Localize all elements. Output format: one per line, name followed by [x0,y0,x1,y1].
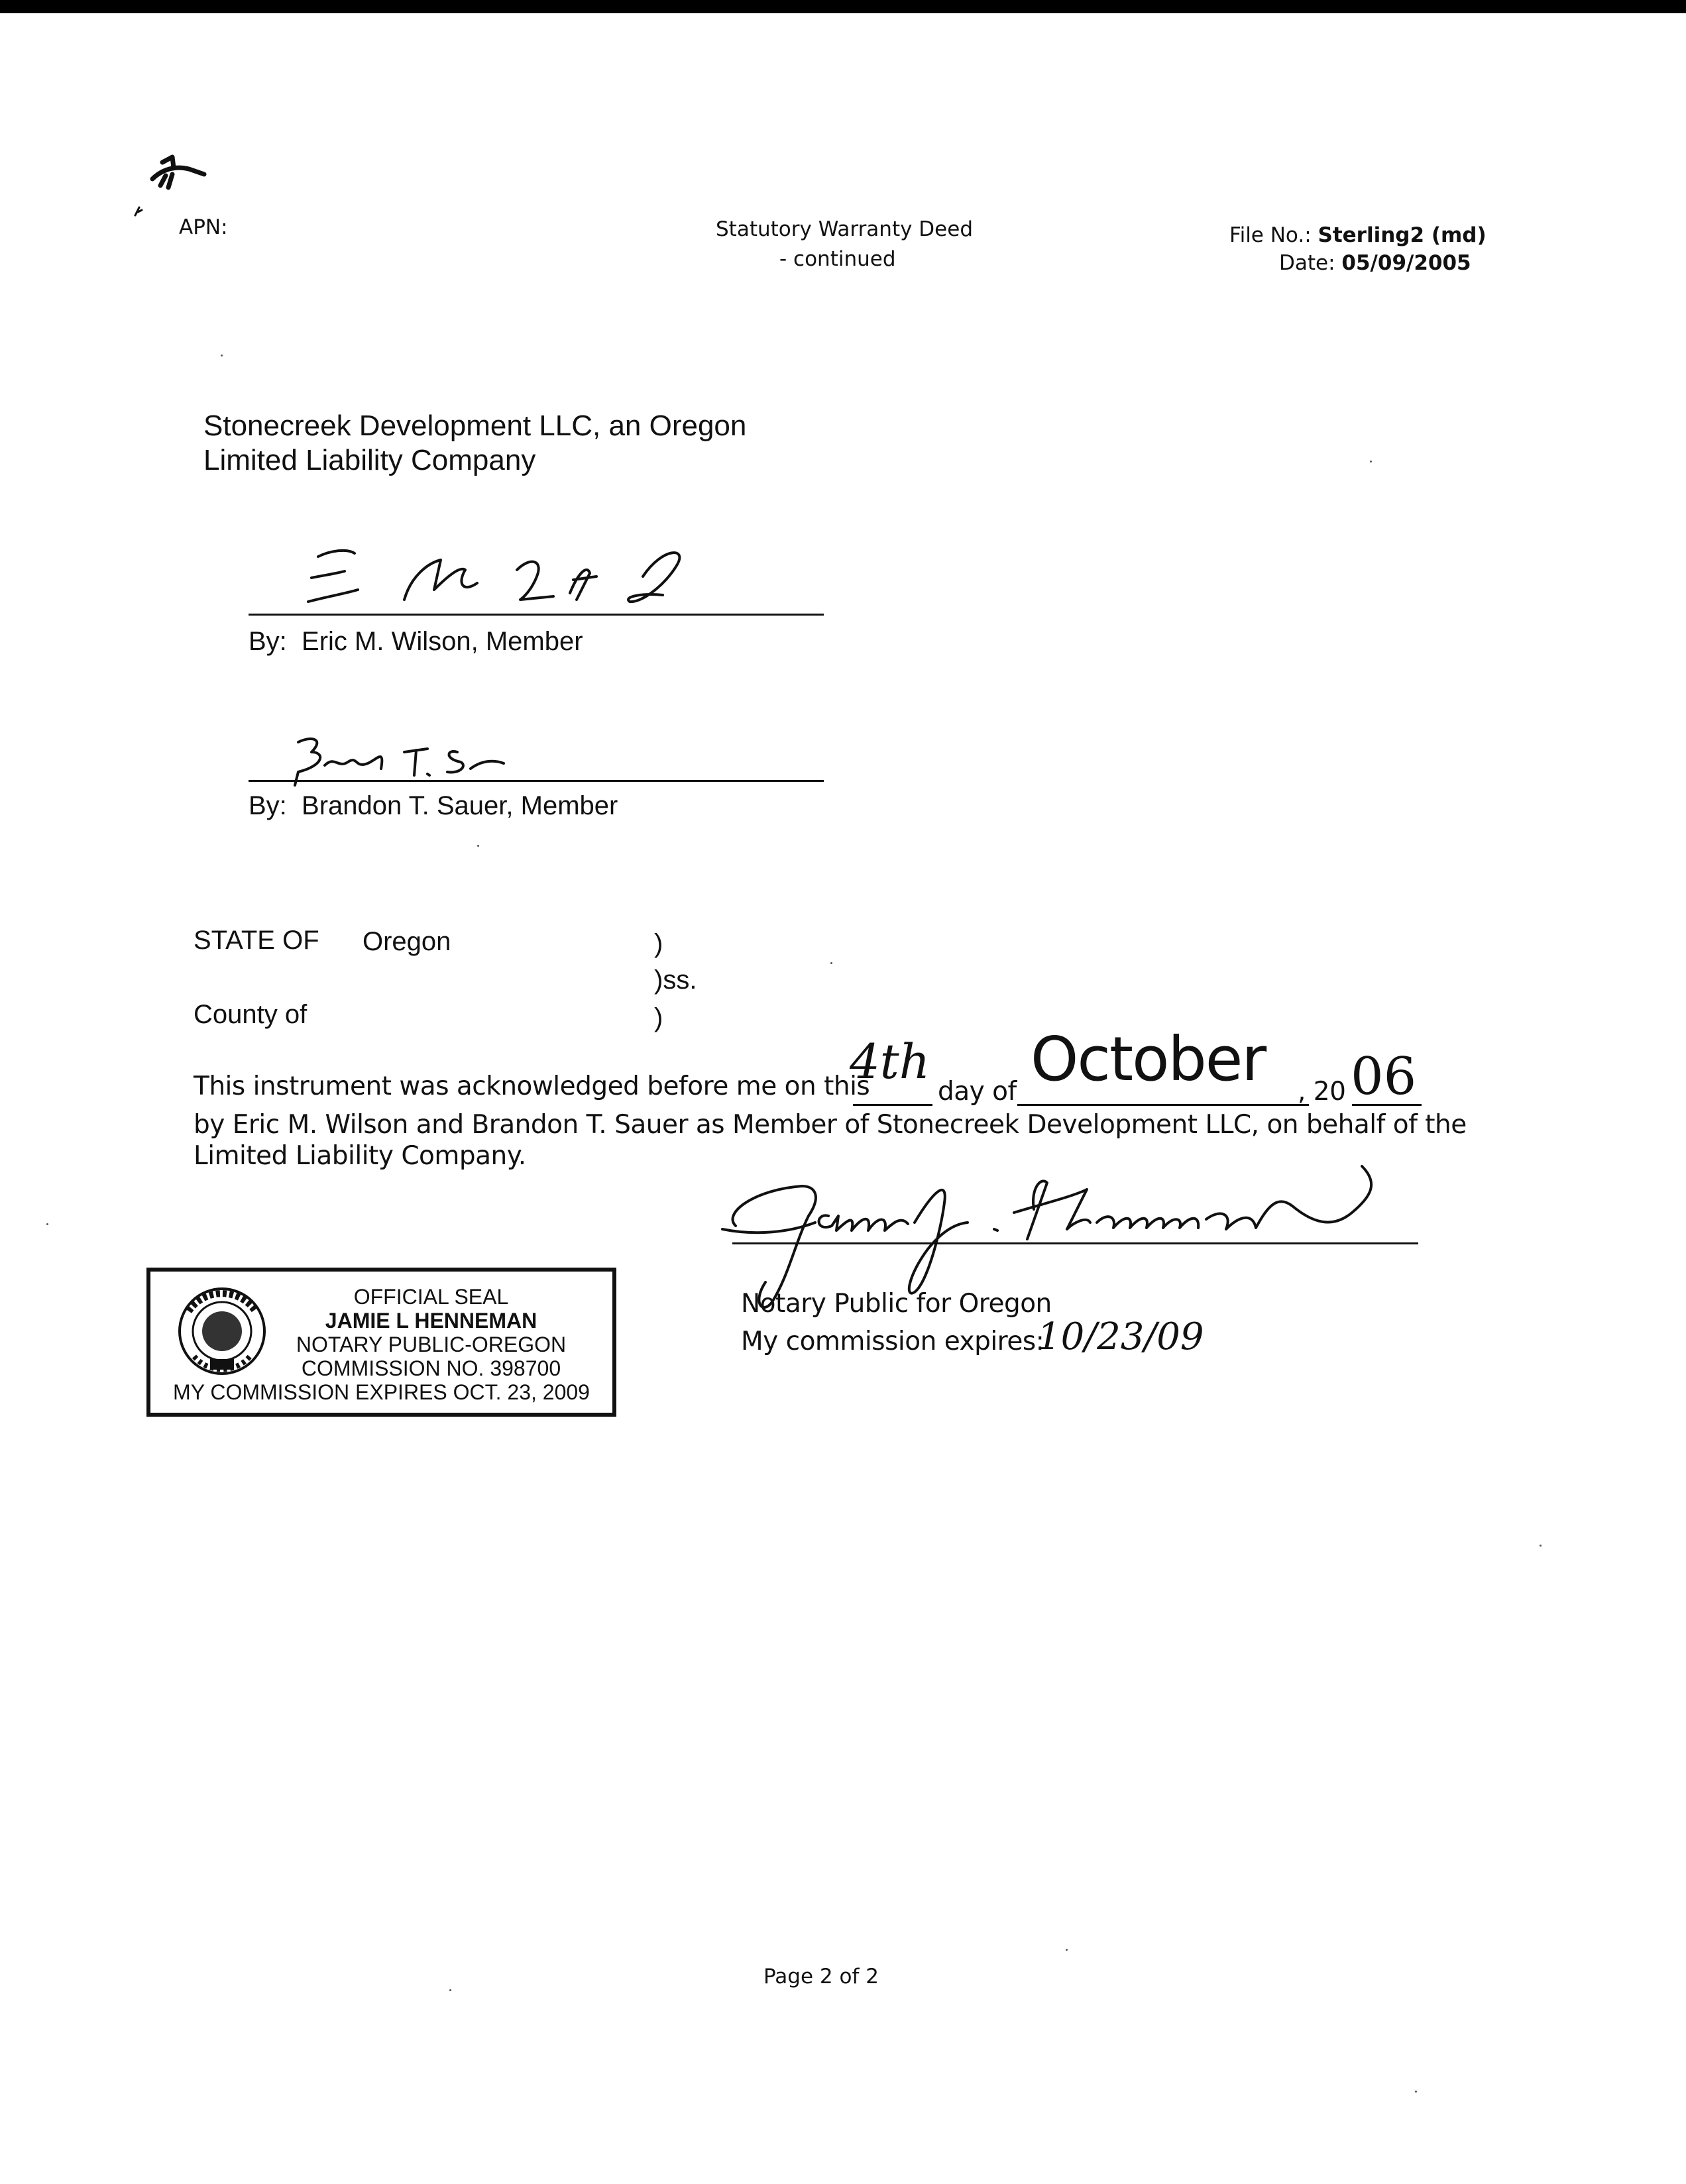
scan-mark-icon [126,149,219,222]
grantor-line-2: Limited Liability Company [203,444,536,476]
signature-line-2 [249,780,824,782]
scan-speck [46,1223,48,1225]
seal-line-4: COMMISSION NO. 398700 [301,1356,561,1380]
scan-speck [449,1989,451,1991]
handwritten-year: 06 [1351,1047,1417,1107]
commission-label: My commission expires: [741,1327,1044,1356]
scan-speck [1370,461,1372,463]
scan-speck [1540,1545,1542,1547]
notary-signature-line [732,1242,1418,1244]
signatory-name-2: Brandon T. Sauer, Member [302,791,618,820]
commission-handwritten: 10/23/09 [1037,1315,1204,1358]
scan-speck [477,845,479,847]
seal-line-3: NOTARY PUBLIC-OREGON [296,1333,567,1356]
date-value: 05/09/2005 [1341,251,1471,275]
seal-line-5: MY COMMISSION EXPIRES OCT. 23, 2009 [173,1380,590,1404]
year-prefix: , 20 [1298,1077,1346,1107]
ack-line-2: by Eric M. Wilson and Brandon T. Sauer as Member of Stonecreek Development LLC, on behalf of the [194,1110,1467,1140]
scan-speck [1066,1949,1068,1951]
file-no-label: File No.: [1229,223,1312,247]
seal-line-2: JAMIE L HENNEMAN [325,1309,537,1333]
ack-part-2: day of [938,1077,1017,1107]
ack-part-1: This instrument was acknowledged before me on this [194,1071,870,1101]
venue-paren-bottom: ) [654,1003,663,1032]
page-number: Page 2 of 2 [763,1965,879,1989]
file-no-value: Sterling2 (md) [1318,223,1487,247]
scan-speck [221,355,223,356]
handwritten-day: 4th [850,1034,930,1089]
file-date [1279,251,1471,275]
day-blank-line [853,1104,932,1106]
venue-paren-top: ) [654,929,663,958]
handwritten-month: October [1031,1024,1266,1095]
document-subtitle: - continued [779,247,896,271]
scan-speck [1415,2091,1417,2093]
seal-line-1: OFFICIAL SEAL [353,1285,509,1309]
signatory-name-1: Eric M. Wilson, Member [302,627,583,656]
state-label: STATE OF [194,926,319,955]
grantor-line-1: Stonecreek Development LLC, an Oregon [203,410,747,442]
by-label-1: By: [249,627,287,656]
signatory-1 [249,627,583,657]
venue-ss: )ss. [654,965,697,995]
date-label: Date: [1279,251,1335,275]
by-label-2: By: [249,791,287,820]
signature-eric-wilson [292,537,716,616]
file-no [1229,223,1487,247]
apn-label: APN: [179,215,228,239]
ack-line-3: Limited Liability Company. [194,1141,526,1171]
signature-line-1 [249,614,824,616]
scan-speck [830,962,832,964]
month-blank-line [1017,1104,1309,1106]
county-label: County of [194,1000,308,1029]
scan-top-edge [0,0,1686,13]
notary-title: Notary Public for Oregon [741,1289,1052,1319]
state-value: Oregon [363,927,451,956]
document-title: Statutory Warranty Deed [716,217,973,241]
official-seal-stamp [146,1268,616,1417]
signature-brandon-sauer [285,722,563,789]
signatory-2 [249,791,618,821]
